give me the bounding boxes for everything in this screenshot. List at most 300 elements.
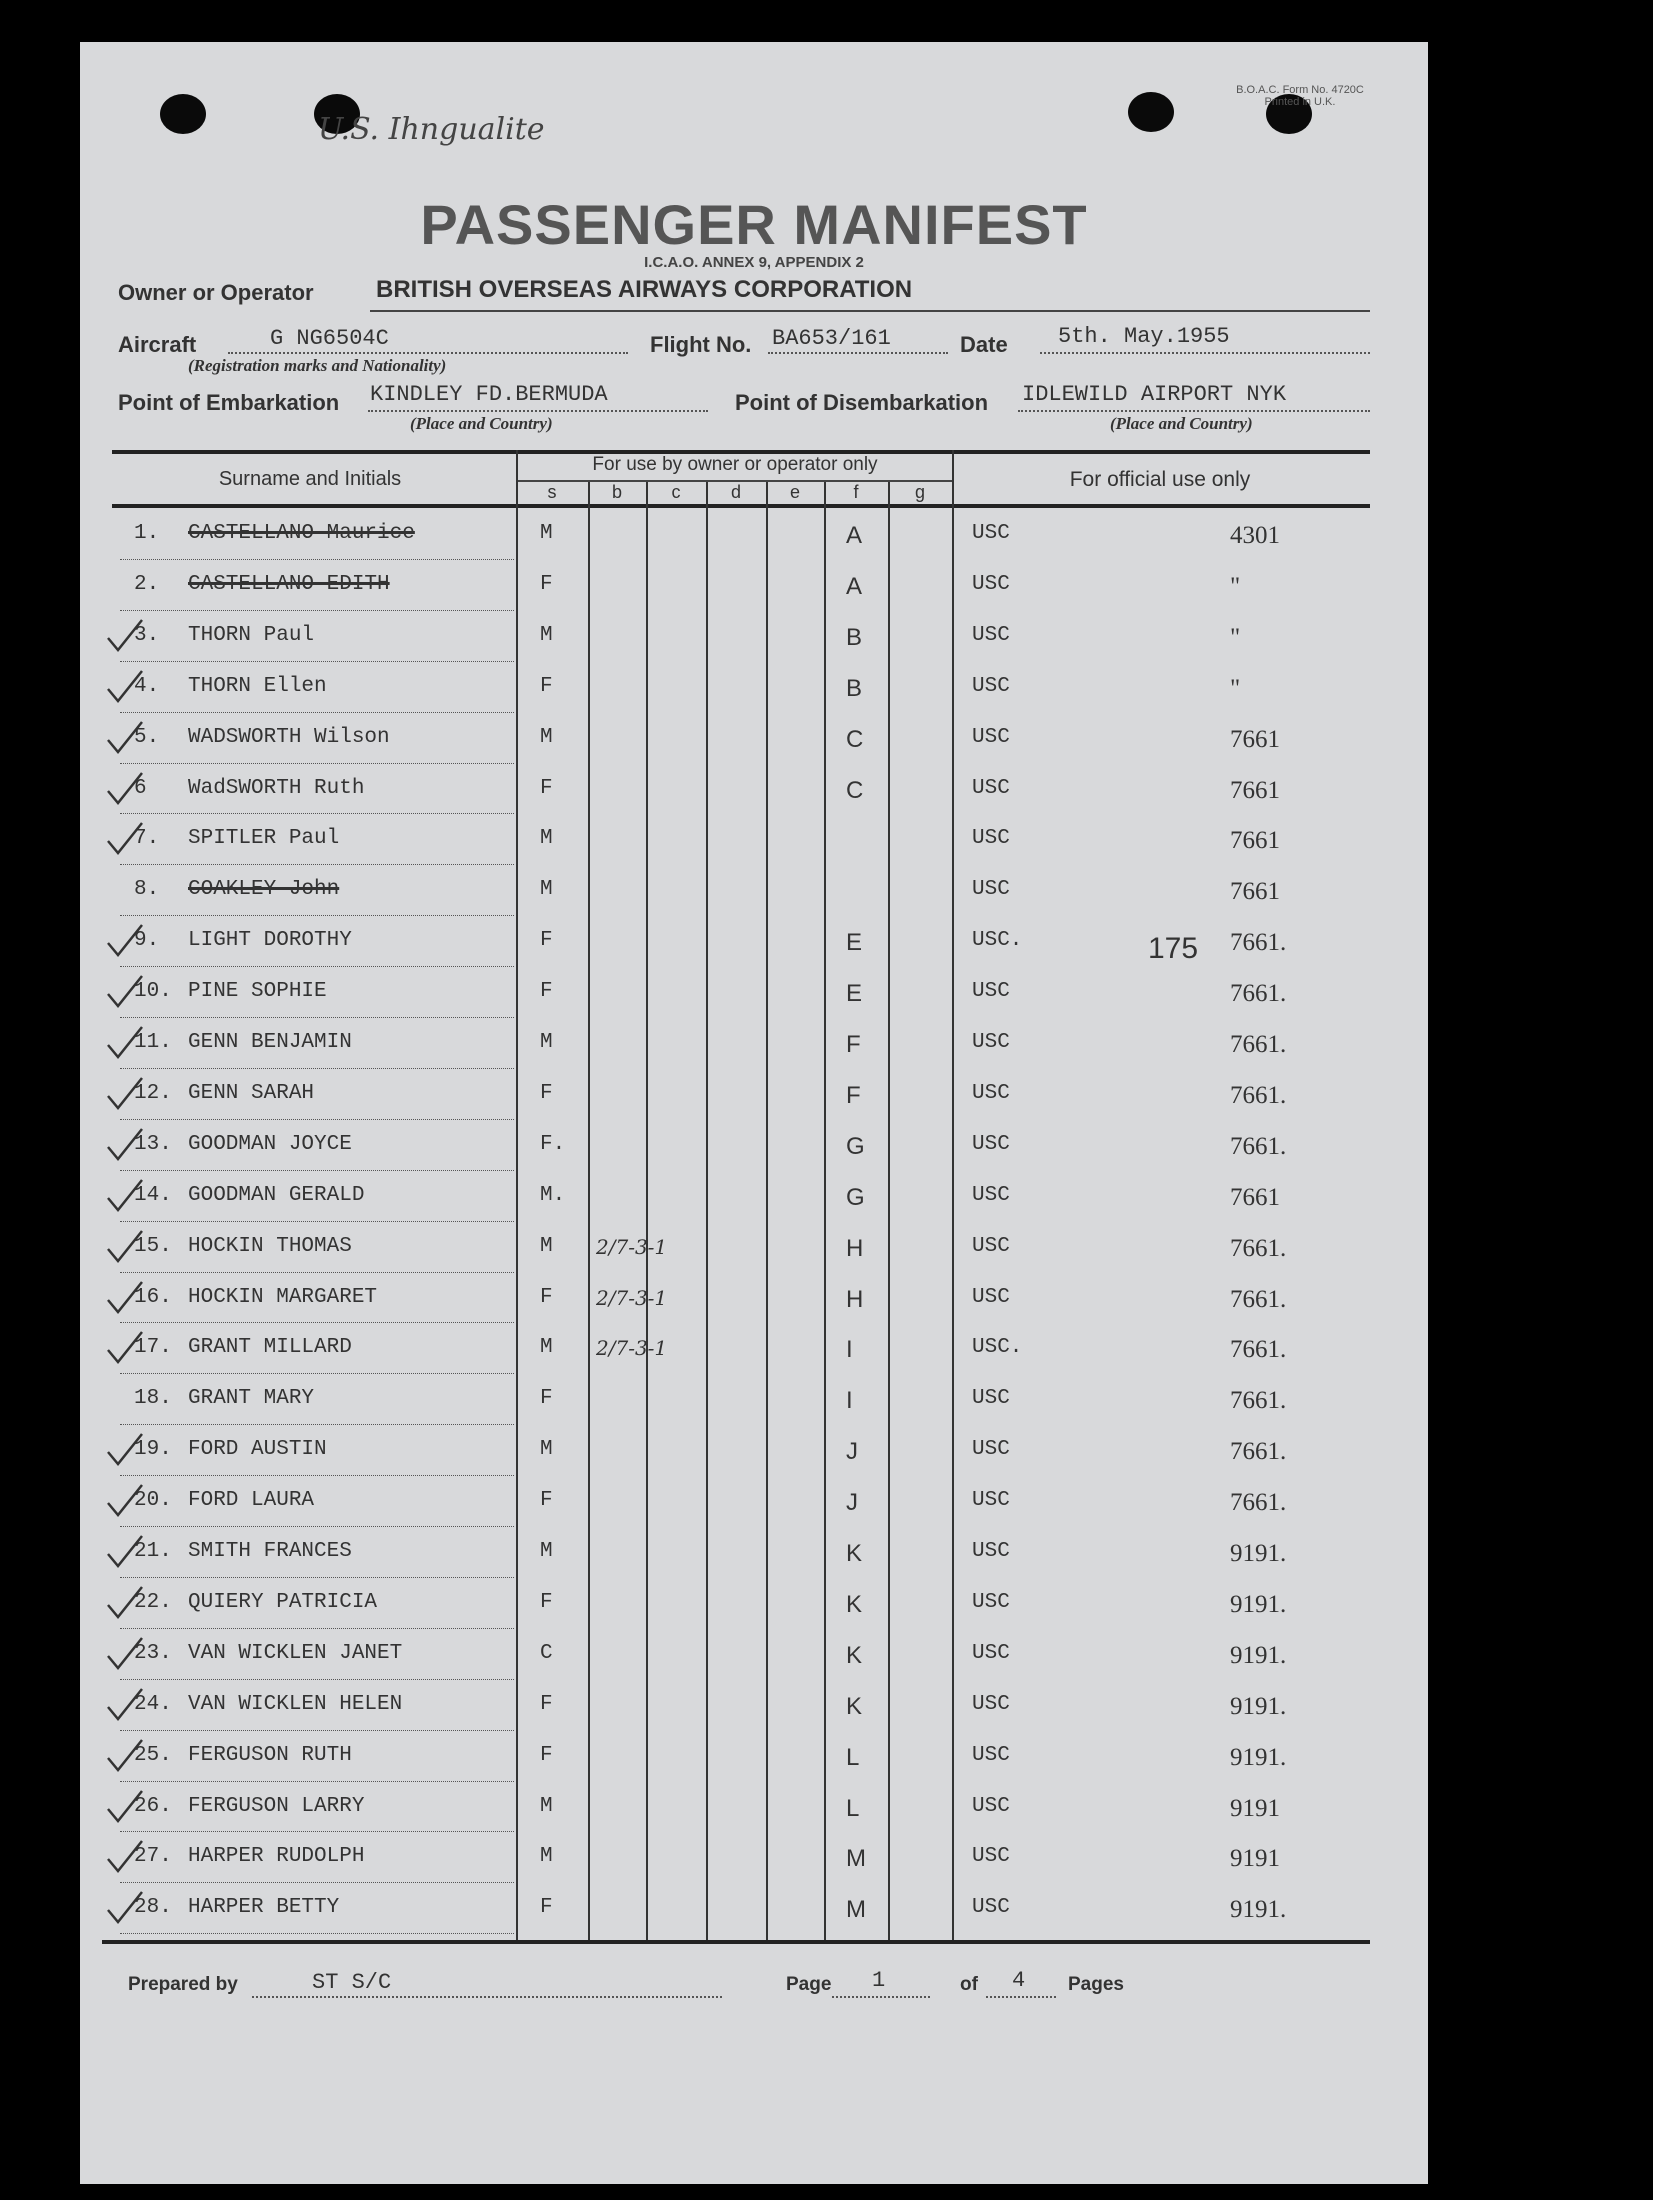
row-rule <box>120 1628 514 1629</box>
official-status: USC. <box>972 1336 1023 1359</box>
group-letter: B <box>846 624 863 651</box>
official-code: 7661. <box>1230 1286 1287 1313</box>
row-number: 10. <box>134 980 172 1003</box>
passenger-name: HOCKIN THOMAS <box>188 1235 352 1258</box>
official-code: 7661. <box>1230 980 1287 1007</box>
row-rule <box>120 966 514 967</box>
official-code: " <box>1230 675 1241 702</box>
sub-column-header: c <box>671 482 681 502</box>
passenger-name: PINE SOPHIE <box>188 980 327 1003</box>
sub-column-header: b <box>611 482 622 502</box>
form-ref-line: B.O.A.C. Form No. 4720C <box>1236 84 1364 96</box>
row-number: 5. <box>134 726 160 749</box>
group-letter: C <box>846 726 864 753</box>
pages-label: Pages <box>1068 1974 1124 1995</box>
passenger-name: HARPER RUDOLPH <box>188 1845 365 1868</box>
official-status: USC <box>972 1642 1010 1665</box>
passenger-name: GENN BENJAMIN <box>188 1031 352 1054</box>
row-number: 1. <box>134 522 160 545</box>
sex-cell: M <box>540 522 553 545</box>
page-value: 1 <box>872 1968 886 1993</box>
table-row <box>80 970 1428 1020</box>
row-number: 19. <box>134 1438 172 1461</box>
passenger-name: SPITLER Paul <box>188 827 340 850</box>
official-status: USC <box>972 1489 1010 1512</box>
passenger-name: WadSWORTH Ruth <box>188 777 365 800</box>
table-row <box>80 1428 1428 1478</box>
official-code: 9191. <box>1230 1744 1287 1771</box>
row-rule <box>120 864 514 865</box>
group-letter: F <box>846 1031 861 1058</box>
passenger-name: QUIERY PATRICIA <box>188 1591 378 1614</box>
rule <box>252 1996 722 1998</box>
surname-header: Surname and Initials <box>218 468 402 490</box>
row-number: 22. <box>134 1591 172 1614</box>
row-rule <box>120 1170 514 1171</box>
sex-cell: M <box>540 1336 553 1359</box>
official-code: 7661. <box>1230 1336 1287 1363</box>
table-row <box>80 665 1428 715</box>
sex-cell: F <box>540 1489 553 1512</box>
row-number: 28. <box>134 1896 172 1919</box>
check-mark-icon <box>106 1481 146 1529</box>
sex-cell: F. <box>540 1133 566 1156</box>
sub-column-header: e <box>789 482 800 502</box>
punch-hole <box>1128 92 1174 132</box>
prepared-by-label: Prepared by <box>128 1974 238 1995</box>
sex-cell: F <box>540 1896 553 1919</box>
passenger-name: SMITH FRANCES <box>188 1540 352 1563</box>
row-rule <box>120 1882 514 1883</box>
row-rule <box>120 1068 514 1069</box>
check-mark-icon <box>106 1176 146 1224</box>
sub-column-header: d <box>730 482 741 502</box>
official-status: USC <box>972 1286 1010 1309</box>
group-letter: L <box>846 1795 860 1822</box>
official-status: USC <box>972 1235 1010 1258</box>
row-rule <box>120 1119 514 1120</box>
official-code: 9191. <box>1230 1896 1287 1923</box>
official-status: USC <box>972 1693 1010 1716</box>
column-b-cell: 2/7-3-1 <box>596 1286 668 1310</box>
rule <box>112 504 1370 508</box>
row-rule <box>120 1730 514 1731</box>
check-mark-icon <box>106 1074 146 1122</box>
date-label: Date <box>960 332 1008 357</box>
group-letter: K <box>846 1642 863 1669</box>
official-code: 7661. <box>1230 1235 1287 1262</box>
rule <box>370 310 1370 312</box>
date-value: 5th. May.1955 <box>1058 324 1230 349</box>
flight-label: Flight No. <box>650 332 752 357</box>
owner-label: Owner or Operator <box>118 280 314 305</box>
aircraft-label: Aircraft <box>118 332 197 357</box>
check-mark-icon <box>106 1227 146 1275</box>
of-label: of <box>960 1974 978 1995</box>
official-code: 7661. <box>1230 1082 1287 1109</box>
row-rule <box>120 1322 514 1323</box>
passenger-name: FORD AUSTIN <box>188 1438 327 1461</box>
row-number: 18. <box>134 1387 172 1410</box>
row-number: 16. <box>134 1286 172 1309</box>
table-row <box>80 1123 1428 1173</box>
check-mark-icon <box>106 1583 146 1631</box>
row-rule <box>120 915 514 916</box>
manifest-page <box>80 42 1428 2184</box>
group-letter: A <box>846 522 863 549</box>
table-row <box>80 919 1428 969</box>
official-code: 7661 <box>1230 878 1280 905</box>
official-header: For official use only <box>1069 468 1251 491</box>
table-row <box>80 767 1428 817</box>
table-row <box>80 1581 1428 1631</box>
passenger-name: CASTELLANO Maurice <box>188 522 415 545</box>
check-mark-icon <box>106 718 146 766</box>
official-status: USC <box>972 726 1010 749</box>
sex-cell: M <box>540 1031 553 1054</box>
operator-header: For use by owner or operator only <box>592 454 878 475</box>
official-code: 7661 <box>1230 827 1280 854</box>
official-code: " <box>1230 624 1241 651</box>
check-mark-icon <box>106 1328 146 1376</box>
row-number: 20. <box>134 1489 172 1512</box>
check-mark-icon <box>106 819 146 867</box>
flight-value: BA653/161 <box>772 326 891 351</box>
sex-cell: C <box>540 1642 553 1665</box>
official-code: 7661 <box>1230 777 1280 804</box>
row-number: 21. <box>134 1540 172 1563</box>
official-status: USC <box>972 1795 1010 1818</box>
check-mark-icon <box>106 1787 146 1835</box>
official-status: USC <box>972 573 1010 596</box>
official-code: 9191. <box>1230 1642 1287 1669</box>
row-number: 17. <box>134 1336 172 1359</box>
column-b-cell: 2/7-3-1 <box>596 1336 668 1360</box>
row-rule <box>120 610 514 611</box>
rule <box>986 1996 1056 1998</box>
passenger-name: THORN Ellen <box>188 675 327 698</box>
rule <box>1018 410 1370 412</box>
page-subtitle: I.C.A.O. ANNEX 9, APPENDIX 2 <box>644 254 864 271</box>
table-row <box>80 614 1428 664</box>
owner-value: BRITISH OVERSEAS AIRWAYS CORPORATION <box>376 276 913 303</box>
check-mark-icon <box>106 1023 146 1071</box>
sex-cell: F <box>540 1082 553 1105</box>
aircraft-note: (Registration marks and Nationality) <box>188 356 447 375</box>
passenger-name: GOODMAN GERALD <box>188 1184 365 1207</box>
row-number: 8. <box>134 878 160 901</box>
row-rule <box>120 1577 514 1578</box>
table-row <box>80 1225 1428 1275</box>
official-code: 9191. <box>1230 1693 1287 1720</box>
sub-column-header: f <box>853 482 859 502</box>
group-letter: K <box>846 1591 863 1618</box>
sub-column-header: s <box>547 482 557 502</box>
sex-cell: F <box>540 1591 553 1614</box>
check-mark-icon <box>106 1685 146 1733</box>
table-row <box>80 1886 1428 1936</box>
row-rule <box>120 1781 514 1782</box>
rule <box>832 1996 930 1998</box>
row-rule <box>120 1475 514 1476</box>
group-letter: H <box>846 1235 864 1262</box>
group-letter: M <box>846 1845 866 1872</box>
official-status: USC <box>972 878 1010 901</box>
official-status: USC <box>972 1744 1010 1767</box>
disembarkation-value: IDLEWILD AIRPORT NYK <box>1022 382 1287 407</box>
row-rule <box>120 1526 514 1527</box>
row-rule <box>120 1933 514 1934</box>
row-rule <box>120 661 514 662</box>
table-row <box>80 1683 1428 1733</box>
official-status: USC <box>972 827 1010 850</box>
group-letter: J <box>846 1489 858 1516</box>
sex-cell: M <box>540 624 553 647</box>
group-letter: I <box>846 1336 853 1363</box>
check-mark-icon <box>106 1634 146 1682</box>
group-letter: I <box>846 1387 853 1414</box>
passenger-name: GOODMAN JOYCE <box>188 1133 352 1156</box>
row-number: 7. <box>134 827 160 850</box>
passenger-name: CASTELLANO EDITH <box>188 573 390 596</box>
official-code: 7661 <box>1230 1184 1280 1211</box>
check-mark-icon <box>106 1278 146 1326</box>
check-mark-icon <box>106 1837 146 1885</box>
official-status: USC <box>972 1845 1010 1868</box>
embarkation-label: Point of Embarkation <box>118 390 340 415</box>
official-status: USC <box>972 522 1010 545</box>
table-row <box>80 1021 1428 1071</box>
check-mark-icon <box>106 1888 146 1936</box>
rule <box>102 1940 1370 1944</box>
sex-cell: M <box>540 1235 553 1258</box>
row-number: 4. <box>134 675 160 698</box>
sex-cell: M <box>540 1795 553 1818</box>
row-rule <box>120 1424 514 1425</box>
official-code: 9191. <box>1230 1540 1287 1567</box>
official-code: 7661. <box>1230 1489 1287 1516</box>
row-number: 13. <box>134 1133 172 1156</box>
row-number: 6 <box>134 777 147 800</box>
official-code: 4301 <box>1230 522 1280 549</box>
sex-cell: F <box>540 929 553 952</box>
table-row <box>80 1734 1428 1784</box>
official-status: USC <box>972 1540 1010 1563</box>
check-mark-icon <box>106 667 146 715</box>
page-label: Page <box>786 1974 832 1995</box>
row-rule <box>120 1272 514 1273</box>
table-row <box>80 1174 1428 1224</box>
group-letter: J <box>846 1438 858 1465</box>
group-letter: K <box>846 1693 863 1720</box>
table-row <box>80 1530 1428 1580</box>
official-code: 7661. <box>1230 1031 1287 1058</box>
sub-column-header: g <box>914 482 925 502</box>
official-status: USC. <box>972 929 1023 952</box>
group-letter: H <box>846 1286 864 1313</box>
handwritten-note: U.S. Ihngualite <box>318 112 545 147</box>
official-code: 9191 <box>1230 1795 1280 1822</box>
official-status: USC <box>972 675 1010 698</box>
check-mark-icon <box>106 1430 146 1478</box>
group-letter: M <box>846 1896 866 1923</box>
passenger-name: COAKLEY John <box>188 878 340 901</box>
row-rule <box>120 813 514 814</box>
prepared-by-value: ST S/C <box>312 1970 392 1995</box>
official-status: USC <box>972 777 1010 800</box>
page-title: PASSENGER MANIFEST <box>420 193 1088 256</box>
official-status: USC <box>972 624 1010 647</box>
punch-hole <box>160 94 206 134</box>
rule <box>1040 352 1370 354</box>
row-number: 14. <box>134 1184 172 1207</box>
sex-cell: M <box>540 878 553 901</box>
passenger-name: GRANT MILLARD <box>188 1336 352 1359</box>
table-row <box>80 1785 1428 1835</box>
group-letter: C <box>846 777 864 804</box>
passenger-name: VAN WICKLEN HELEN <box>188 1693 403 1716</box>
sex-cell: F <box>540 777 553 800</box>
row-number: 25. <box>134 1744 172 1767</box>
check-mark-icon <box>106 1125 146 1173</box>
form-ref-line: Printed in U.K. <box>1264 96 1336 108</box>
official-code: 7661. <box>1230 1133 1287 1160</box>
disembarkation-label: Point of Disembarkation <box>735 390 989 415</box>
group-letter: E <box>846 980 863 1007</box>
check-mark-icon <box>106 769 146 817</box>
official-status: USC <box>972 1438 1010 1461</box>
passenger-name: LIGHT DOROTHY <box>188 929 352 952</box>
official-status: USC <box>972 1591 1010 1614</box>
row-number: 2. <box>134 573 160 596</box>
row-rule <box>120 1017 514 1018</box>
row-rule <box>120 1831 514 1832</box>
table-row <box>80 1276 1428 1326</box>
passenger-name: GRANT MARY <box>188 1387 315 1410</box>
table-row <box>80 1835 1428 1885</box>
passenger-name: THORN Paul <box>188 624 315 647</box>
table-row <box>80 1072 1428 1122</box>
margin-annotation: 175 <box>1148 932 1199 965</box>
table-row <box>80 1479 1428 1529</box>
table-row <box>80 716 1428 766</box>
table-row <box>80 1326 1428 1376</box>
sex-cell: F <box>540 1693 553 1716</box>
official-code: 7661 <box>1230 726 1280 753</box>
row-rule <box>120 1679 514 1680</box>
passenger-name: FERGUSON RUTH <box>188 1744 352 1767</box>
official-status: USC <box>972 1031 1010 1054</box>
passenger-name: HOCKIN MARGARET <box>188 1286 378 1309</box>
row-number: 11. <box>134 1031 172 1054</box>
sex-cell: F <box>540 1387 553 1410</box>
official-code: 7661. <box>1230 929 1287 956</box>
row-number: 27. <box>134 1845 172 1868</box>
row-number: 3. <box>134 624 160 647</box>
sex-cell: M <box>540 1845 553 1868</box>
rule <box>768 352 948 354</box>
row-rule <box>120 763 514 764</box>
of-value: 4 <box>1012 1968 1026 1993</box>
sex-cell: F <box>540 980 553 1003</box>
passenger-name: WADSWORTH Wilson <box>188 726 390 749</box>
group-letter: G <box>846 1184 865 1211</box>
table-row <box>80 1632 1428 1682</box>
table-row <box>80 868 1428 918</box>
embarkation-note: (Place and Country) <box>410 414 553 433</box>
rule <box>228 352 628 354</box>
row-rule <box>120 559 514 560</box>
group-letter: A <box>846 573 863 600</box>
embarkation-value: KINDLEY FD.BERMUDA <box>370 382 608 407</box>
row-number: 26. <box>134 1795 172 1818</box>
official-status: USC <box>972 1896 1010 1919</box>
group-letter: B <box>846 675 863 702</box>
official-status: USC <box>972 980 1010 1003</box>
sex-cell: F <box>540 1286 553 1309</box>
column-b-cell: 2/7-3-1 <box>596 1235 668 1259</box>
row-rule <box>120 1373 514 1374</box>
official-code: 9191 <box>1230 1845 1280 1872</box>
row-rule <box>120 1221 514 1222</box>
row-number: 12. <box>134 1082 172 1105</box>
sex-cell: F <box>540 573 553 596</box>
check-mark-icon <box>106 616 146 664</box>
disembarkation-note: (Place and Country) <box>1110 414 1253 433</box>
official-code: " <box>1230 573 1241 600</box>
official-status: USC <box>972 1387 1010 1410</box>
sex-cell: M <box>540 1438 553 1461</box>
check-mark-icon <box>106 921 146 969</box>
passenger-name: FORD LAURA <box>188 1489 315 1512</box>
passenger-name: VAN WICKLEN JANET <box>188 1642 403 1665</box>
rule <box>368 410 708 412</box>
table-row <box>80 563 1428 613</box>
official-code: 7661. <box>1230 1387 1287 1414</box>
row-rule <box>120 712 514 713</box>
sex-cell: F <box>540 675 553 698</box>
passenger-name: HARPER BETTY <box>188 1896 340 1919</box>
row-number: 9. <box>134 929 160 952</box>
sex-cell: M. <box>540 1184 566 1207</box>
group-letter: F <box>846 1082 861 1109</box>
row-number: 15. <box>134 1235 172 1258</box>
sex-cell: M <box>540 827 553 850</box>
official-code: 9191. <box>1230 1591 1287 1618</box>
sex-cell: M <box>540 1540 553 1563</box>
group-letter: L <box>846 1744 860 1771</box>
table-row <box>80 512 1428 562</box>
row-number: 24. <box>134 1693 172 1716</box>
sex-cell: M <box>540 726 553 749</box>
passenger-name: GENN SARAH <box>188 1082 315 1105</box>
check-mark-icon <box>106 1532 146 1580</box>
form-reference <box>1200 84 1400 108</box>
check-mark-icon <box>106 972 146 1020</box>
group-letter: K <box>846 1540 863 1567</box>
sex-cell: F <box>540 1744 553 1767</box>
check-mark-icon <box>106 1736 146 1784</box>
official-status: USC <box>972 1184 1010 1207</box>
table-row <box>80 817 1428 867</box>
group-letter: G <box>846 1133 865 1160</box>
group-letter: E <box>846 929 863 956</box>
passenger-name: FERGUSON LARRY <box>188 1795 365 1818</box>
official-status: USC <box>972 1082 1010 1105</box>
aircraft-value: G NG6504C <box>270 326 389 351</box>
row-number: 23. <box>134 1642 172 1665</box>
official-status: USC <box>972 1133 1010 1156</box>
